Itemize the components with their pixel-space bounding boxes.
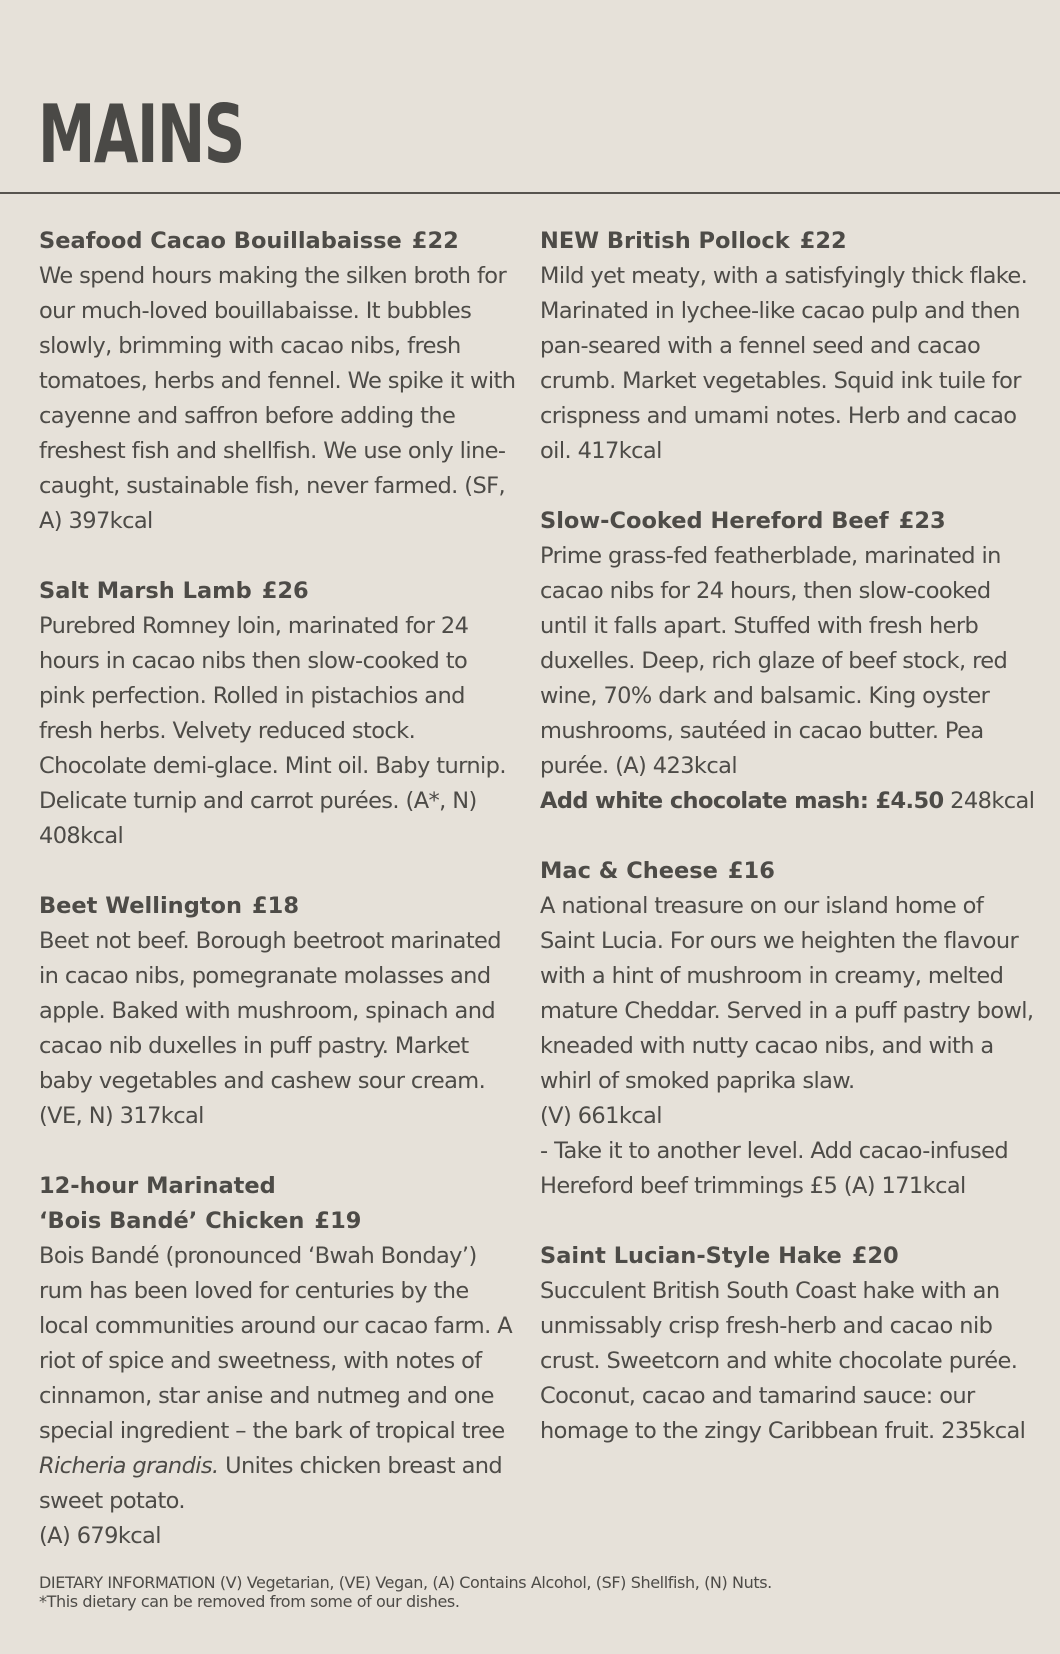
menu-item-description (39, 1239, 519, 1554)
menu-item-calories: (V) 661kcal (540, 1103, 662, 1129)
menu-item-name: Saint Lucian-Style Hake (540, 1243, 842, 1269)
menu-item-name: Mac & Cheese (540, 858, 718, 884)
menu-item-heading (39, 224, 519, 259)
menu-column-right (540, 224, 1040, 1484)
addon-label: Add white chocolate mash: £4.50 (540, 788, 944, 814)
menu-item-price: £22 (411, 228, 459, 254)
menu-item-name: Seafood Cacao Bouillabaisse (39, 228, 402, 254)
menu-item-description (540, 539, 1040, 819)
menu-item-addon: - Take it to another level. Add cacao-infused Hereford beef trimmings £5 (A) 171kcal (540, 1138, 1009, 1199)
menu-item-heading (540, 504, 1040, 539)
menu-item-description: Succulent British South Coast hake with an unmissably crisp fresh-herb and cacao nib crust. Sweetcorn and white chocolate purée. Coconut, cacao and tamarind sauce: our homage to the zingy Caribbean fruit. 235kcal (540, 1278, 1026, 1444)
title-divider (0, 192, 1060, 194)
menu-item-name: British Pollock (606, 228, 790, 254)
menu-item-seafood-bouillabaisse (39, 224, 519, 539)
menu-item-heading (540, 1239, 1040, 1274)
dietary-legend: DIETARY INFORMATION (V) Vegetarian, (VE) Vegan, (A) Contains Alcohol, (SF) Shellfish, (N) Nuts. (39, 1573, 772, 1592)
new-badge: NEW (540, 228, 600, 254)
menu-item-bois-bande-chicken (39, 1169, 519, 1554)
menu-item-name: Salt Marsh Lamb (39, 578, 252, 604)
menu-item-beet-wellington (39, 889, 519, 1134)
menu-item-heading (39, 1169, 519, 1239)
menu-item-price: £18 (252, 893, 299, 919)
menu-item-heading (39, 889, 519, 924)
menu-item-price: £23 (898, 508, 946, 534)
dietary-information (39, 1573, 1039, 1611)
menu-item-name-line1: 12-hour Marinated (39, 1173, 276, 1199)
menu-item-name: Beet Wellington (39, 893, 243, 919)
menu-item-description-text: Bois Bandé (pronounced ‘Bwah Bonday’) rum has been loved for centuries by the local communities around our cacao farm. A riot of spice and sweetness, with notes of cinnamon, star anise and nutmeg and one special ingredient – the bark of tropical tree (39, 1243, 513, 1444)
menu-item-calories: (A) 679kcal (39, 1523, 161, 1549)
menu-item-name-line2: ‘Bois Bandé’ Chicken (39, 1208, 305, 1234)
menu-item-british-pollock (540, 224, 1040, 469)
menu-item-price: £22 (799, 228, 847, 254)
menu-item-description: Beet not beef. Borough beetroot marinated in cacao nibs, pomegranate molasses and apple. Baked with mushroom, spinach and cacao nib duxelles in puff pastry. Market baby vegetables and cashew sour cream. (VE, N) 317kcal (39, 928, 501, 1129)
menu-item-description-text: A national treasure on our island home of Saint Lucia. For ours we heighten the flavour with a hint of mushroom in creamy, melted mature Cheddar. Served in a puff pastry bowl, kneaded with nutty cacao nibs, and with a whirl of smoked paprika slaw. (540, 893, 1034, 1094)
menu-item-price: £19 (314, 1208, 362, 1234)
addon-calories: 248kcal (943, 788, 1035, 814)
menu-item-heading (540, 224, 1040, 259)
menu-item-hereford-beef (540, 504, 1040, 819)
menu-item-mac-and-cheese (540, 854, 1040, 1204)
menu-item-saint-lucian-hake (540, 1239, 1040, 1449)
menu-item-description: We spend hours making the silken broth for our much-loved bouillabaisse. It bubbles slowly, brimming with cacao nibs, fresh tomatoes, herbs and fennel. We spike it with cayenne and saffron before adding the freshest fish and shellfish. We use only line-caught, sustainable fish, never farmed. (SF, A) 397kcal (39, 263, 516, 534)
menu-item-price: £26 (261, 578, 309, 604)
menu-item-name: Slow-Cooked Hereford Beef (540, 508, 889, 534)
menu-item-price: £16 (727, 858, 775, 884)
menu-item-price: £20 (851, 1243, 899, 1269)
menu-item-description-text: Prime grass-fed featherblade, marinated in cacao nibs for 24 hours, then slow-cooked until it falls apart. Stuffed with fresh herb duxelles. Deep, rich glaze of beef stock, red wine, 70% dark and balsamic. King oyster mushrooms, sautéed in cacao butter. Pea purée. (A) 423kcal (540, 543, 1008, 779)
menu-item-description-italic: Richeria grandis. (39, 1453, 219, 1479)
menu-item-description-text: Unites chicken breast and sweet potato. (39, 1453, 503, 1514)
menu-item-heading (39, 574, 519, 609)
dietary-note: *This dietary can be removed from some of our dishes. (39, 1592, 460, 1611)
menu-item-description: Mild yet meaty, with a satisfyingly thick flake. Marinated in lychee-like cacao pulp and then pan-seared with a fennel seed and cacao crumb. Market vegetables. Squid ink tuile for crispness and umami notes. Herb and cacao oil. 417kcal (540, 263, 1028, 464)
page-title: MAINS (38, 88, 244, 181)
menu-item-description (540, 889, 1040, 1204)
menu-column-left (39, 224, 519, 1589)
menu-item-addon (540, 784, 1040, 819)
menu-item-description: Purebred Romney loin, marinated for 24 hours in cacao nibs then slow-cooked to pink perfection. Rolled in pistachios and fresh herbs. Velvety reduced stock. Chocolate demi-glace. Mint oil. Baby turnip. Delicate turnip and carrot purées. (A*, N) 408kcal (39, 613, 506, 849)
menu-item-heading (540, 854, 1040, 889)
menu-item-salt-marsh-lamb (39, 574, 519, 854)
